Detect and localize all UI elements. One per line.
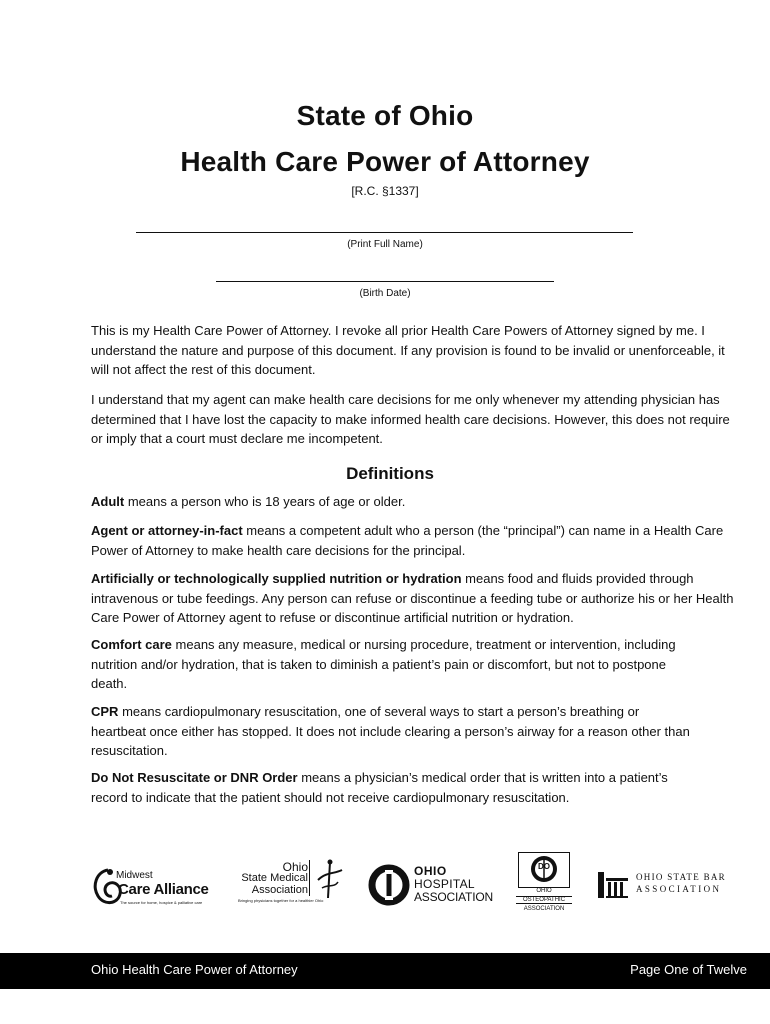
definition-text: means any measure, medical or nursing procedure, treatment or intervention, including nutrition and/or hydration, that is taken to diminish a patient’s pain or discomfort, but not to postpone death. — [91, 637, 676, 691]
courthouse-icon — [596, 870, 630, 900]
definitions-heading: Definitions — [346, 464, 434, 483]
ohio-state-bar-association-logo — [596, 870, 746, 904]
intro-paragraph-2: I understand that my agent can make health care decisions for me only whenever my attending physician has determined that I have lost the capacity to make informed health care decisions. However, this does not require or imply that a court must declare me incompetent. — [91, 392, 730, 446]
definition-text: means a physician’s medical order that is written into a patient’s record to indicate that the patient should not receive cardiopulmonary resuscitation. — [91, 770, 668, 805]
full-name-caption: (Print Full Name) — [347, 239, 423, 250]
definition-text: means cardiopulmonary resuscitation, one of several ways to start a person’s breathing or heartbeat once either has stopped. It does not include clearing a person’s airway for a reason other than resuscitation. — [91, 704, 690, 758]
definition-dnr — [91, 768, 681, 807]
osma-line-2: State Medical — [241, 872, 308, 884]
osba-line-2: ASSOCIATION — [636, 884, 722, 894]
title-line-1: State of Ohio — [296, 100, 474, 131]
mca-line-2: Care Alliance — [118, 881, 209, 898]
title-line-2: Health Care Power of Attorney — [180, 146, 590, 177]
midwest-care-alliance-logo — [88, 858, 218, 918]
definition-term: CPR — [91, 704, 119, 719]
intro-paragraph-1: This is my Health Care Power of Attorney. I revoke all prior Health Care Powers of Attorney signed by me. I understand the nature and purpose of this document. If any provision is found to be invalid or unenforceable, it will not affect the rest of this document. — [91, 323, 725, 377]
osma-logo — [238, 860, 350, 920]
oha-emblem-icon — [368, 864, 410, 906]
osma-divider — [309, 860, 310, 896]
birth-date-line[interactable] — [216, 281, 554, 282]
ooa-line-1: OHIO — [536, 888, 552, 894]
mca-line-1: Midwest — [116, 870, 153, 881]
definition-term: Comfort care — [91, 637, 172, 652]
statute-reference: [R.C. §1337] — [351, 184, 419, 198]
ooa-line-3: ASSOCIATION — [523, 906, 565, 912]
ohio-osteopathic-association-logo — [516, 852, 572, 918]
osma-tagline: Bringing physicians together for a healthier Ohio — [238, 898, 324, 903]
osma-line-3: Association — [251, 884, 308, 896]
definition-text: means a competent adult who a person (the “principal”) can name in a Health Care Power of Attorney to make health care decisions for the principal. — [91, 523, 724, 558]
definition-term: Do Not Resuscitate or DNR Order — [91, 770, 298, 785]
osba-line-1: OHIO STATE BAR — [636, 872, 726, 882]
full-name-line[interactable] — [136, 232, 633, 233]
definition-text: means a person who is 18 years of age or older. — [124, 494, 406, 509]
ooa-emblem-text: DO — [538, 862, 550, 871]
oha-line-3: ASSOCIATION — [414, 890, 493, 904]
definition-term: Adult — [91, 494, 125, 509]
ooa-line-2: OSTEOPATHIC — [516, 896, 572, 904]
definition-nutrition — [91, 569, 736, 628]
ohio-hospital-association-logo — [368, 862, 498, 912]
definition-adult — [91, 492, 731, 512]
definition-text: means food and fluids provided through intravenous or tube feedings. Any person can refuse or discontinue a feeding tube or authorize his or her Health Care Power of Attorney agent to refuse or discontinue artificial nutrition or hydration. — [91, 571, 734, 625]
footer-page-number: Page One of Twelve — [630, 962, 747, 977]
definition-term: Agent or attorney-in-fact — [91, 523, 243, 538]
oha-line-2: HOSPITAL — [414, 877, 475, 891]
definition-term: Artificially or technologically supplied nutrition or hydration — [91, 571, 462, 586]
birth-date-caption: (Birth Date) — [359, 288, 411, 299]
definition-agent — [91, 521, 731, 560]
definition-cpr — [91, 702, 691, 761]
definition-comfort-care — [91, 635, 691, 694]
mca-tagline: The source for home, hospice & palliative care — [120, 900, 203, 905]
osma-line-1: Ohio — [282, 860, 308, 874]
oha-line-1: OHIO — [414, 864, 447, 878]
page-footer — [0, 953, 770, 989]
footer-document-title: Ohio Health Care Power of Attorney — [91, 962, 298, 977]
caduceus-figure-icon — [312, 858, 348, 902]
sponsor-logos — [0, 848, 770, 928]
